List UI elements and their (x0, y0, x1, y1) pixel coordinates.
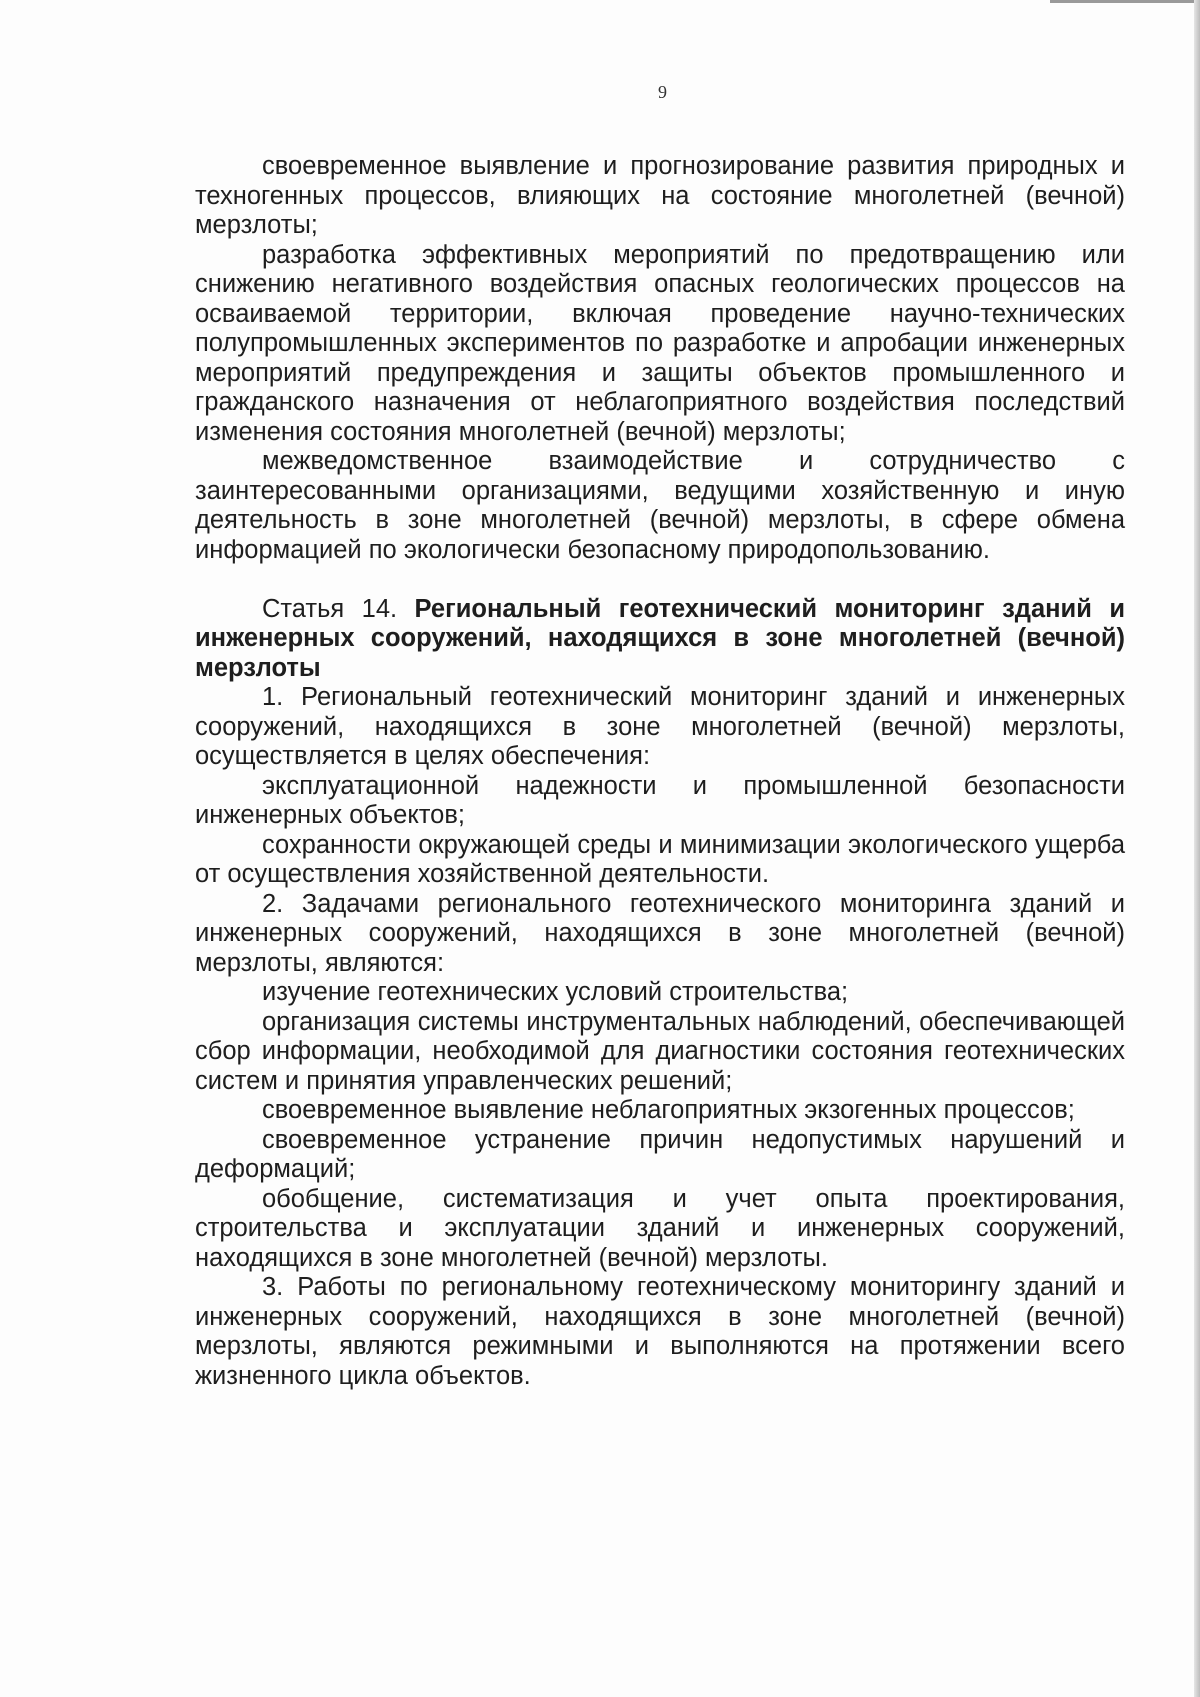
article-prefix: Статья 14. (262, 594, 398, 623)
article-heading (195, 595, 1125, 684)
scan-edge-right (1194, 0, 1200, 1697)
paragraph: межведомственное взаимодействие и сотрудничество с заинтересованными организациями, ведущими хозяйственную и иную деятельность в зоне многолетней (вечной) мерзлоты, в сфере обмена информацией по экологически безопасному природопользованию. (195, 447, 1125, 564)
paragraph: обобщение, систематизация и учет опыта проектирования, строительства и эксплуатации зданий и инженерных сооружений, находящихся в зоне многолетней (вечной) мерзлоты. (195, 1184, 1125, 1272)
paragraph: разработка эффективных мероприятий по предотвращению или снижению негативного воздействия опасных геологических процессов на осваиваемой территории, включая проведение научно-технических полупромышленных экспериментов по разработке и апробации инженерных мероприятий предупреждения и защиты объектов промышленного и гражданского назначения от неблагоприятного воздействия последствий изменения состояния многолетней (вечной) мерзлоты; (195, 240, 1125, 446)
paragraph: эксплуатационной надежности и промышленной безопасности инженерных объектов; (195, 771, 1125, 829)
paragraph: своевременное выявление и прогнозирование развития природных и техногенных процессов, влияющих на состояние многолетней (вечной) мерзлоты; (195, 152, 1125, 239)
paragraph: сохранности окружающей среды и минимизации экологического ущерба от осуществления хозяйственной деятельности. (195, 830, 1125, 888)
paragraph: своевременное устранение причин недопустимых нарушений и деформаций; (195, 1125, 1125, 1183)
scan-edge-top (1050, 0, 1200, 3)
paragraph: 1. Региональный геотехнический мониторинг зданий и инженерных сооружений, находящихся в зоне многолетней (вечной) мерзлоты, осуществляется в целях обеспечения: (195, 683, 1125, 770)
page-number: 9 (658, 82, 667, 102)
article-title: Региональный геотехнический мониторинг зданий и инженерных сооружений, находящихся в зоне многолетней (вечной) мерзлоты (195, 594, 1125, 682)
paragraph: изучение геотехнических условий строительства; (262, 978, 849, 1006)
paragraph: 3. Работы по региональному геотехническому мониторингу зданий и инженерных сооружений, находящихся в зоне многолетней (вечной) мерзлоты, являются режимными и выполняются на протяжении всего жизненного цикла объектов. (195, 1273, 1125, 1390)
paragraph: 2. Задачами регионального геотехнического мониторинга зданий и инженерных сооружений, находящихся в зоне многолетней (вечной) мерзлоты, являются: (195, 889, 1125, 977)
document-body (195, 152, 1125, 1391)
paragraph: организация системы инструментальных наблюдений, обеспечивающей сбор информации, необходимой для диагностики состояния геотехнических систем и принятия управленческих решений; (195, 1007, 1125, 1095)
paragraph: своевременное выявление неблагоприятных экзогенных процессов; (262, 1096, 1075, 1124)
